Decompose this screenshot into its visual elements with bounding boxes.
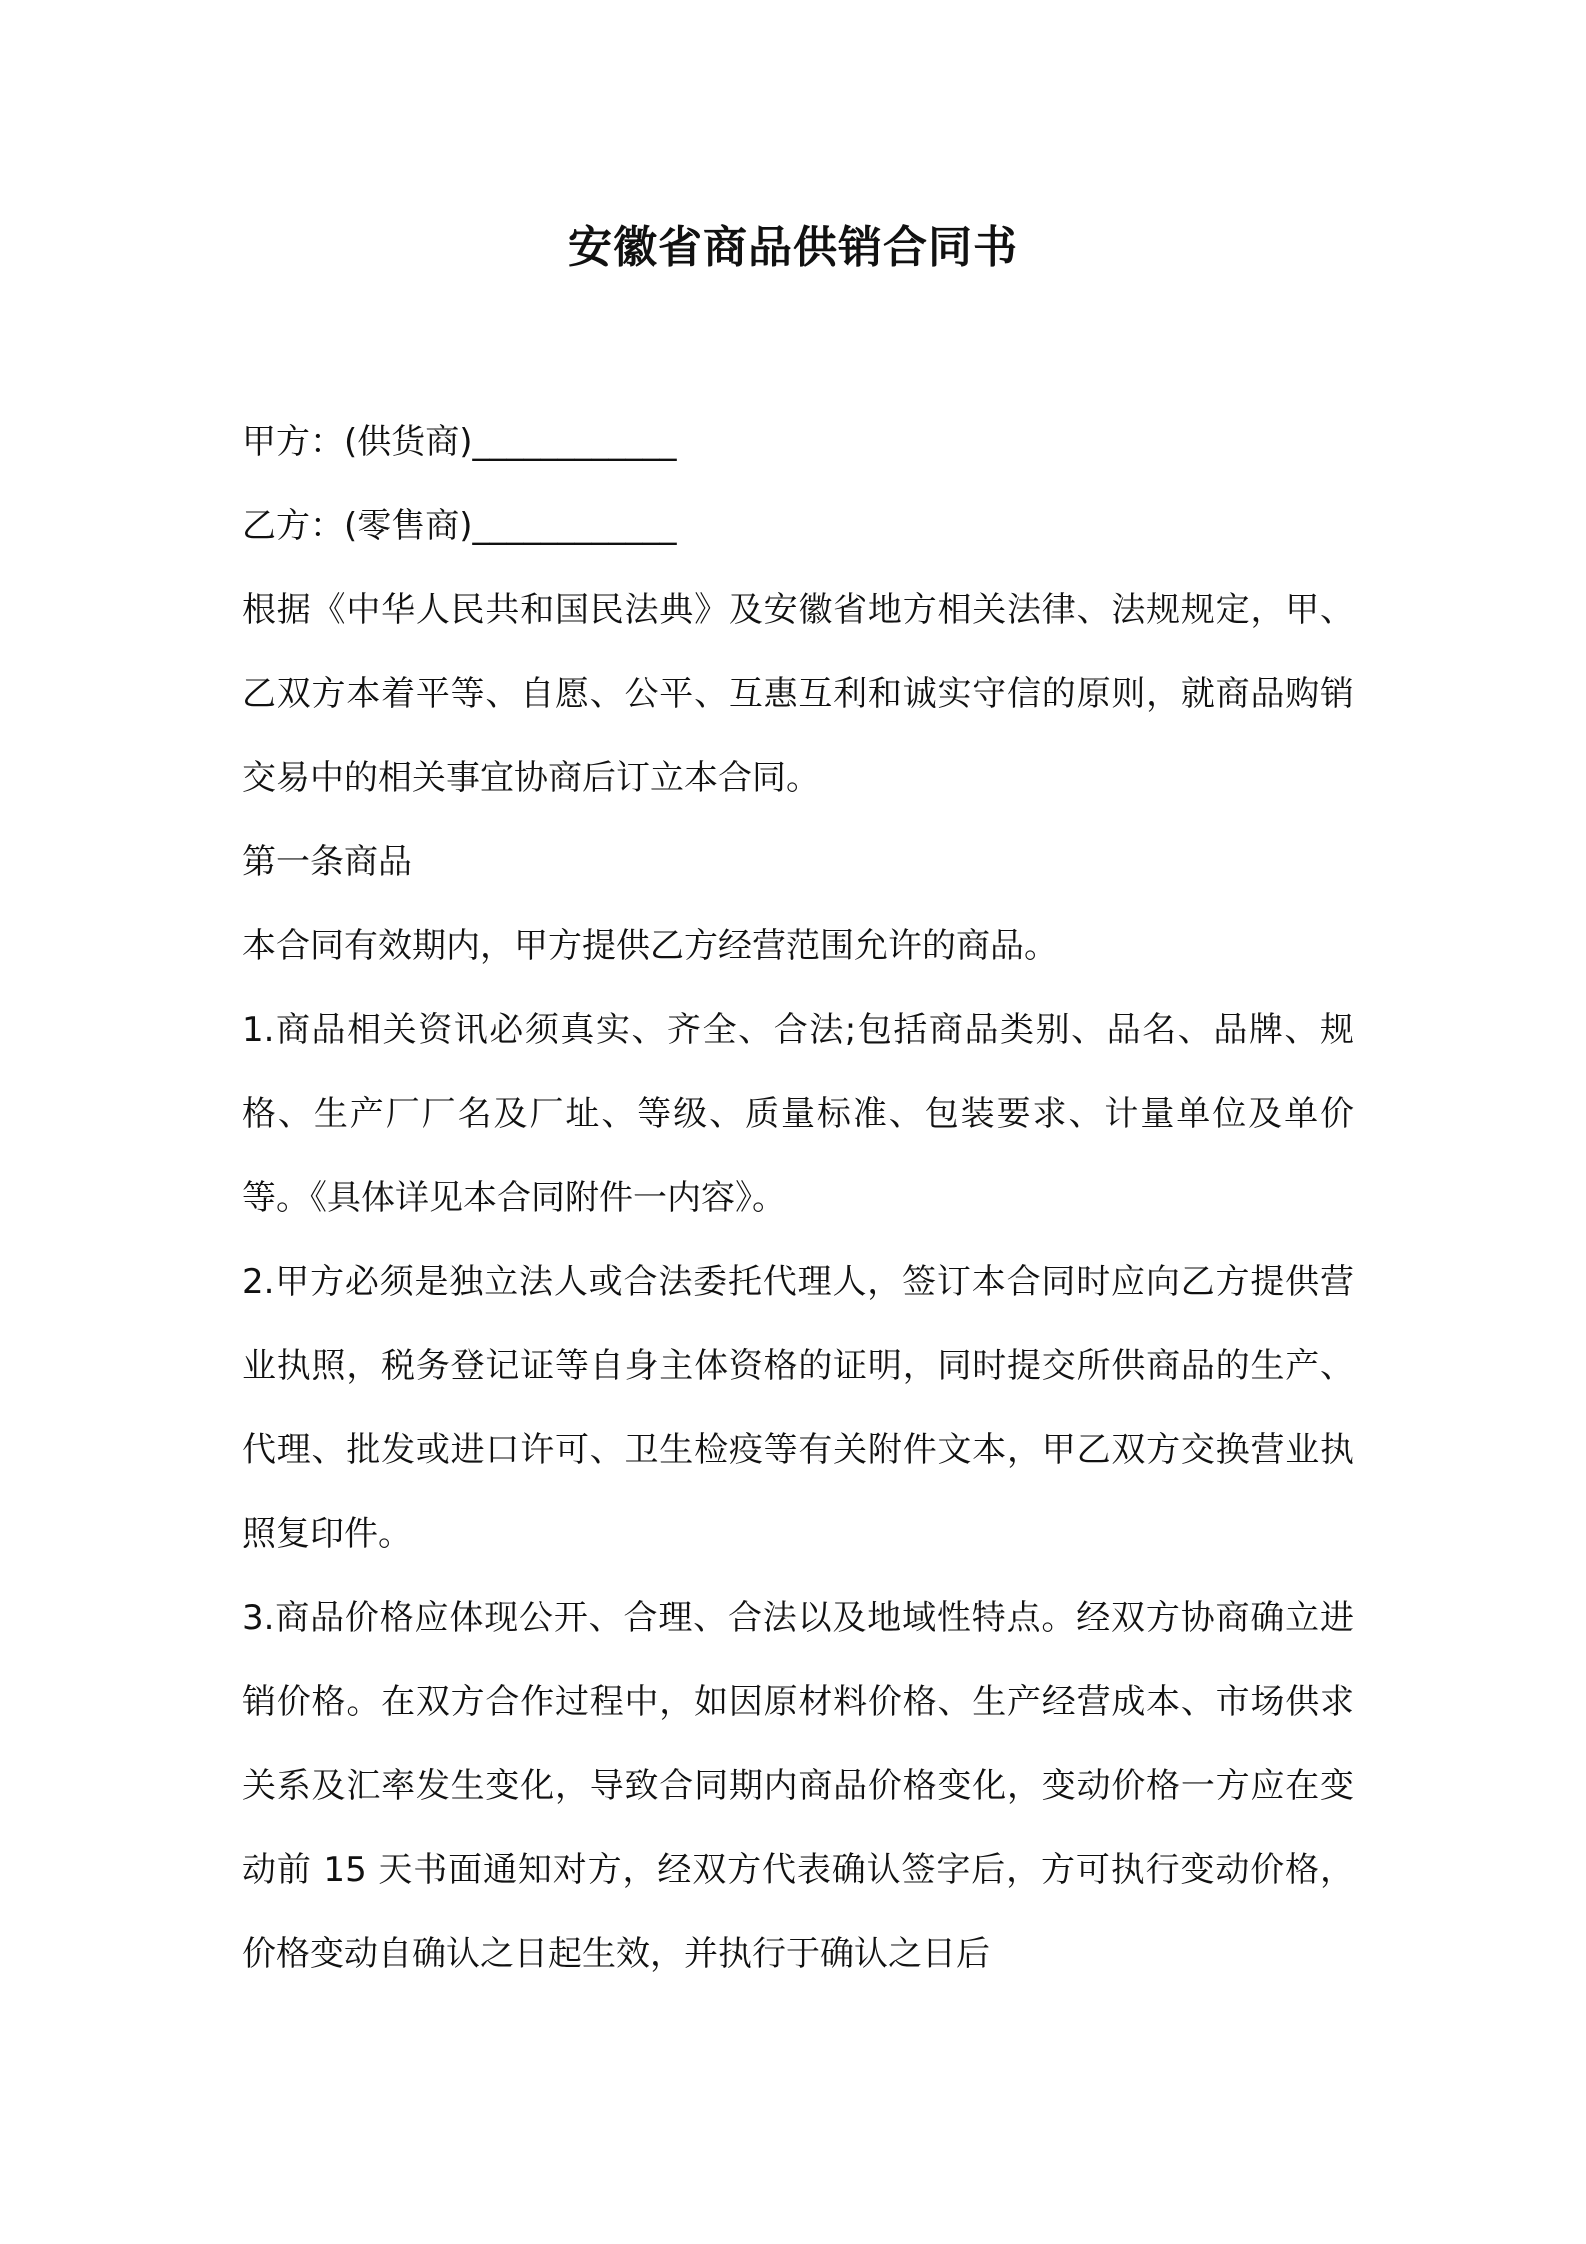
preamble-paragraph: 根据《中华人民共和国民法典》及安徽省地方相关法律、法规规定，甲、乙双方本着平等、自愿、公平、互惠互利和诚实守信的原则，就商品购销交易中的相关事宜协商后订立本合同。 [242, 590, 1354, 798]
document-body [242, 400, 1354, 1996]
article-1-heading: 第一条商品 [242, 842, 412, 882]
article-1-item-2: 2.甲方必须是独立法人或合法委托代理人，签订本合同时应向乙方提供营业执照，税务登记证等自身主体资格的证明，同时提交所供商品的生产、代理、批发或进口许可、卫生检疫等有关附件文本，甲乙双方交换营业执照复印件。 [242, 1262, 1354, 1554]
document-title: 安徽省商品供销合同书 [568, 222, 1018, 273]
party-b-line: 乙方：(零售商)____________ [242, 506, 677, 546]
party-a-line: 甲方：(供货商)____________ [242, 422, 677, 462]
article-1-item-3: 3.商品价格应体现公开、合理、合法以及地域性特点。经双方协商确立进销价格。在双方合作过程中，如因原材料价格、生产经营成本、市场供求关系及汇率发生变化，导致合同期内商品价格变化，变动价格一方应在变动前 15 天书面通知对方，经双方代表确认签字后，方可执行变动价格，价格变动自确认之日起生效，并执行于确认之日后 [242, 1598, 1354, 1974]
article-1-intro: 本合同有效期内，甲方提供乙方经营范围允许的商品。 [242, 926, 1058, 966]
article-1-item-1: 1.商品相关资讯必须真实、齐全、合法;包括商品类别、品名、品牌、规格、生产厂厂名及厂址、等级、质量标准、包装要求、计量单位及单价等。《具体详见本合同附件一内容》。 [242, 1010, 1354, 1218]
